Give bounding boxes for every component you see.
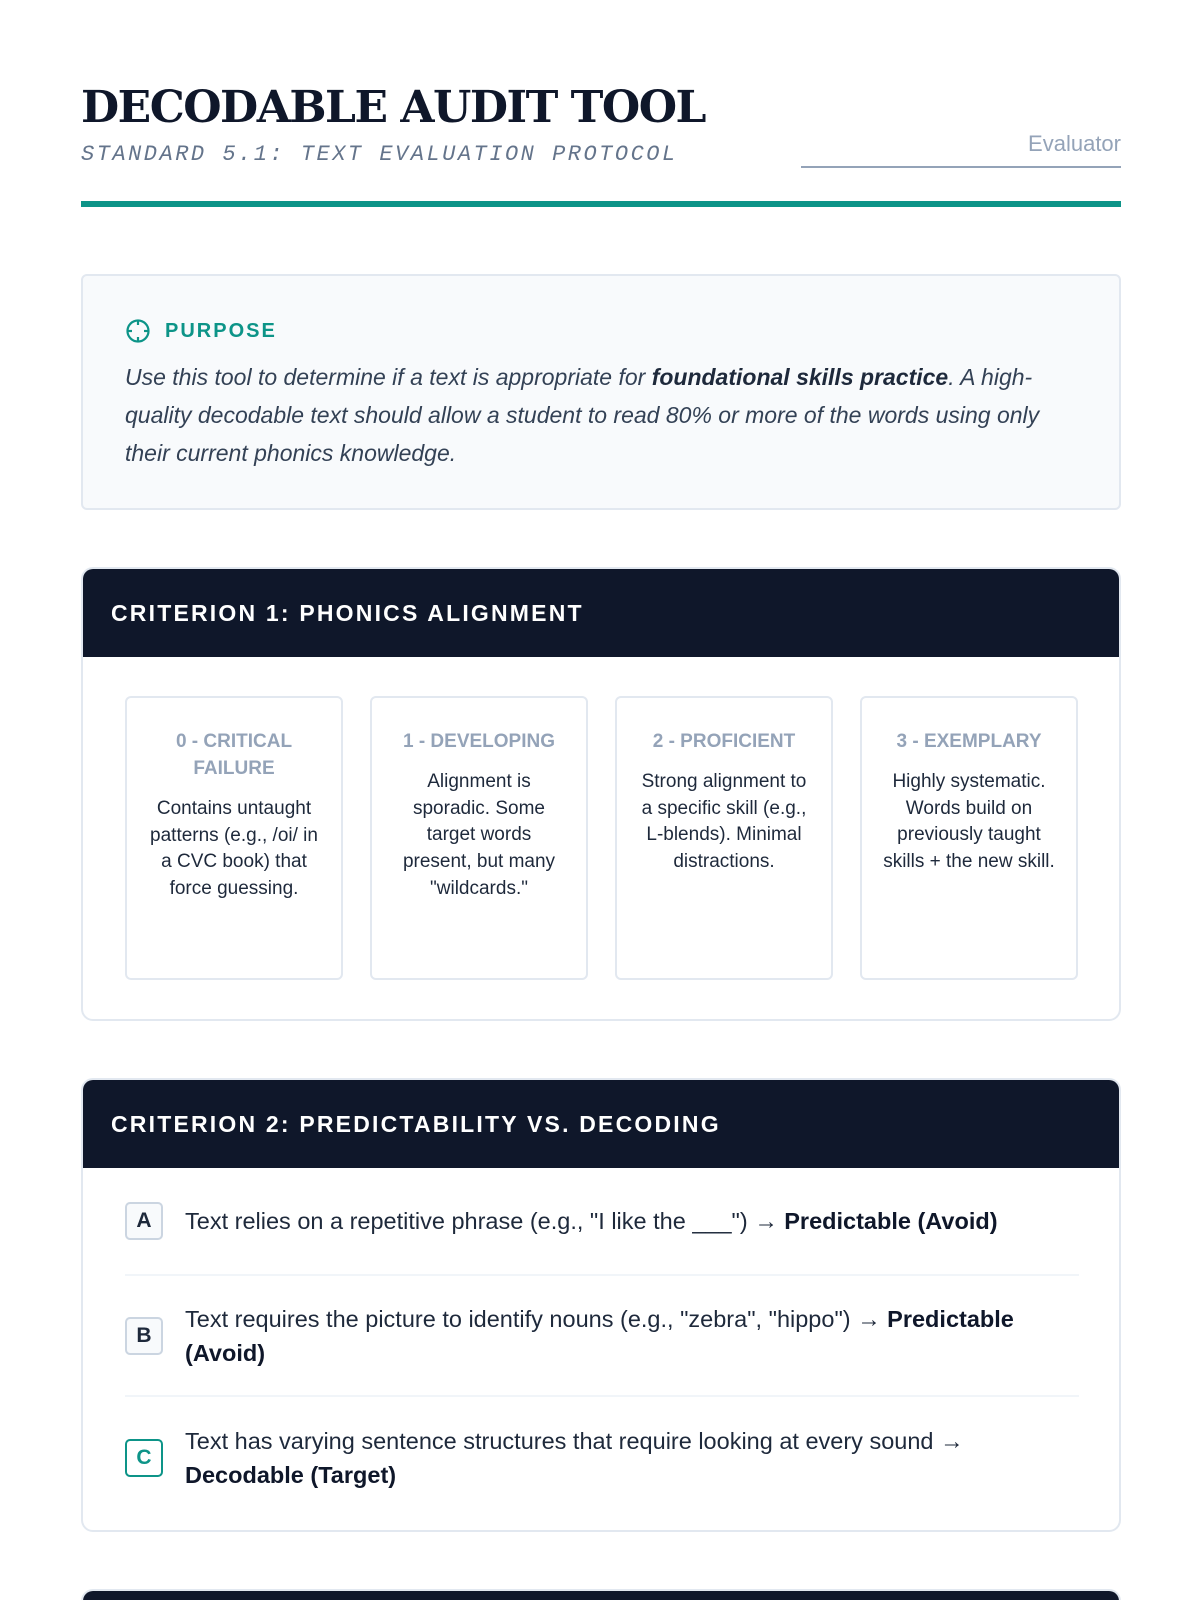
list-item[interactable] <box>125 1397 1079 1519</box>
item-verdict: Predictable (Avoid) <box>185 1305 1014 1366</box>
level-title: 3 - EXEMPLARY <box>896 731 1042 752</box>
option-letter-badge: B <box>125 1317 163 1355</box>
page-subtitle: STANDARD 5.1: TEXT EVALUATION PROTOCOL <box>81 142 678 167</box>
level-title: 1 - DEVELOPING <box>402 731 556 752</box>
criterion-1-card <box>81 567 1121 1021</box>
item-text: Text requires the picture to identify nouns (e.g., "zebra", "hippo") → Predictable (Avoid) <box>185 1305 1014 1366</box>
level-3-exemplary[interactable] <box>860 696 1078 980</box>
crosshair-icon <box>125 318 151 344</box>
rubric-levels <box>125 696 1079 980</box>
level-description: Contains untaught patterns (e.g., /oi/ in a CVC book) that force guessing. <box>150 798 318 900</box>
level-1-developing[interactable] <box>370 696 588 980</box>
list-item[interactable] <box>125 1168 1079 1276</box>
purpose-emphasis: foundational skills practice <box>651 364 949 390</box>
level-description: Alignment is sporadic. Some target words present, but many "wildcards." <box>402 771 556 899</box>
level-title: 0 - CRITICAL FAILURE <box>175 731 293 779</box>
purpose-text: Use this tool to determine if a text is appropriate for foundational skills practice. A high-quality decodable text should allow a student to read 80% or more of the words using only their current phonics knowledge. <box>125 364 1040 466</box>
level-description: Highly systematic. Words build on previously taught skills + the new skill. <box>883 771 1055 873</box>
purpose-box <box>81 274 1121 510</box>
predictability-list <box>125 1168 1079 1519</box>
criterion-2-title: CRITERION 2: PREDICTABILITY VS. DECODING <box>83 1080 1119 1168</box>
audit-page <box>81 0 1121 1488</box>
option-letter-badge: A <box>125 1202 163 1240</box>
page-title: DECODABLE AUDIT TOOL <box>81 82 705 133</box>
item-verdict: Decodable (Target) <box>185 1462 397 1488</box>
item-verdict: Predictable (Avoid) <box>784 1208 998 1234</box>
level-2-proficient[interactable] <box>615 696 833 980</box>
header-divider <box>81 201 1121 207</box>
level-description: Strong alignment to a specific skill (e.g., L-blends). Minimal distractions. <box>641 771 807 873</box>
purpose-heading <box>125 318 277 344</box>
page-header <box>81 0 1121 208</box>
criterion-3-card <box>81 1589 1121 1600</box>
level-0-critical-failure[interactable] <box>125 696 343 980</box>
evaluator-input[interactable] <box>801 122 1121 168</box>
criterion-1-title: CRITERION 1: PHONICS ALIGNMENT <box>83 569 1119 657</box>
level-title: 2 - PROFICIENT <box>652 731 796 752</box>
option-letter-badge: C <box>125 1439 163 1477</box>
list-item[interactable] <box>125 1276 1079 1397</box>
item-text: Text has varying sentence structures that require looking at every sound → Decodable (Target) <box>185 1428 964 1488</box>
purpose-label: PURPOSE <box>165 319 277 342</box>
item-text: Text relies on a repetitive phrase (e.g., "I like the ___") → Predictable (Avoid) <box>185 1208 998 1234</box>
criterion-2-card <box>81 1078 1121 1532</box>
criterion-3-header <box>83 1591 1119 1600</box>
